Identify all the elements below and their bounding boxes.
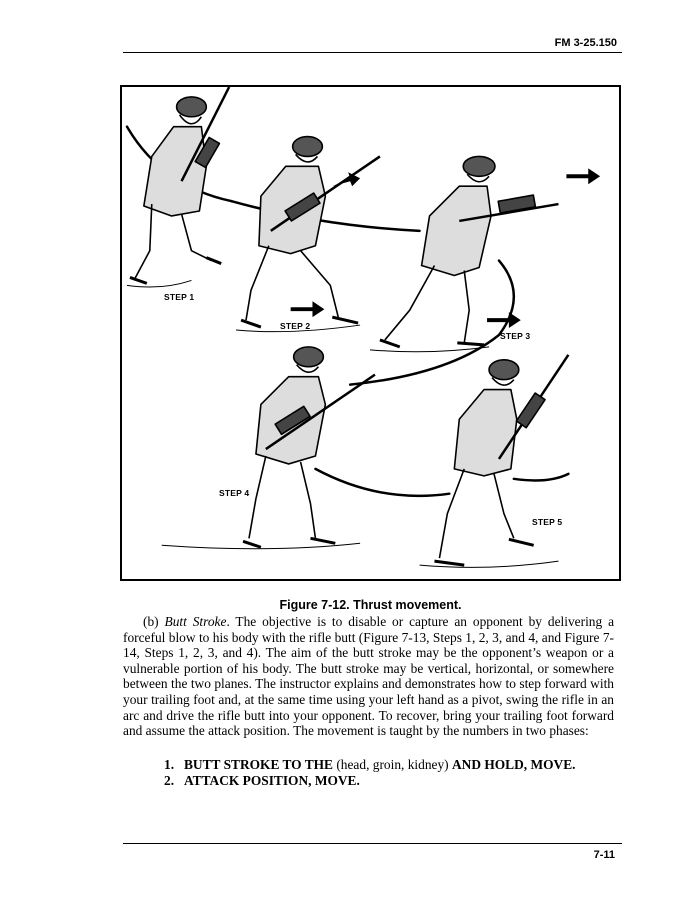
phase-number: 1. (164, 757, 175, 772)
step-1-label: STEP 1 (164, 292, 195, 302)
phase-command: ATTACK POSITION, MOVE. (184, 773, 360, 788)
thrust-movement-illustration (122, 87, 619, 579)
phase-number: 2. (164, 773, 175, 788)
phase-list (164, 757, 575, 789)
phase-item (164, 773, 575, 789)
figure-caption: Figure 7-12. Thrust movement. (279, 598, 462, 612)
phase-command-end: AND HOLD, MOVE. (451, 757, 576, 772)
step-2-label: STEP 2 (280, 321, 311, 331)
header-rule (123, 52, 622, 53)
phase-command: BUTT STROKE TO THE (184, 757, 333, 772)
step-5-label: STEP 5 (532, 517, 563, 527)
phase-detail: (head, groin, kidney) (332, 757, 452, 772)
paragraph-label: (b) (143, 614, 165, 629)
figure-thrust-movement (120, 85, 621, 581)
butt-stroke-paragraph (123, 614, 614, 739)
step-4-label: STEP 4 (219, 488, 250, 498)
paragraph-text: . The objective is to disable or capture an opponent by delivering a forceful blow to his body with the rifle butt (Figure 7-13, Steps 1, 2, 3, and 4, and Figure 7-14, Steps 1, 2, 3, and 4). The aim of the butt stroke may be the opponent’s weapon or a vulnerable portion of his body. The butt stroke may be vertical, horizontal, or somewhere between the two planes. The instructor explains and demonstrates how to step forward with your trailing foot and, at the same time using your left hand as a pivot, swing the rifle in an arc and drive the rifle butt into your opponent. To recover, bring your trailing foot forward and assume the attack position. The movement is taught by the numbers in two phases: (123, 614, 615, 739)
page-number: 7-11 (593, 849, 615, 861)
phase-item (164, 757, 575, 773)
footer-rule (123, 843, 622, 844)
paragraph-term: Butt Stroke (164, 614, 227, 629)
manual-code: FM 3-25.150 (554, 37, 617, 49)
step-3-label: STEP 3 (500, 331, 531, 341)
